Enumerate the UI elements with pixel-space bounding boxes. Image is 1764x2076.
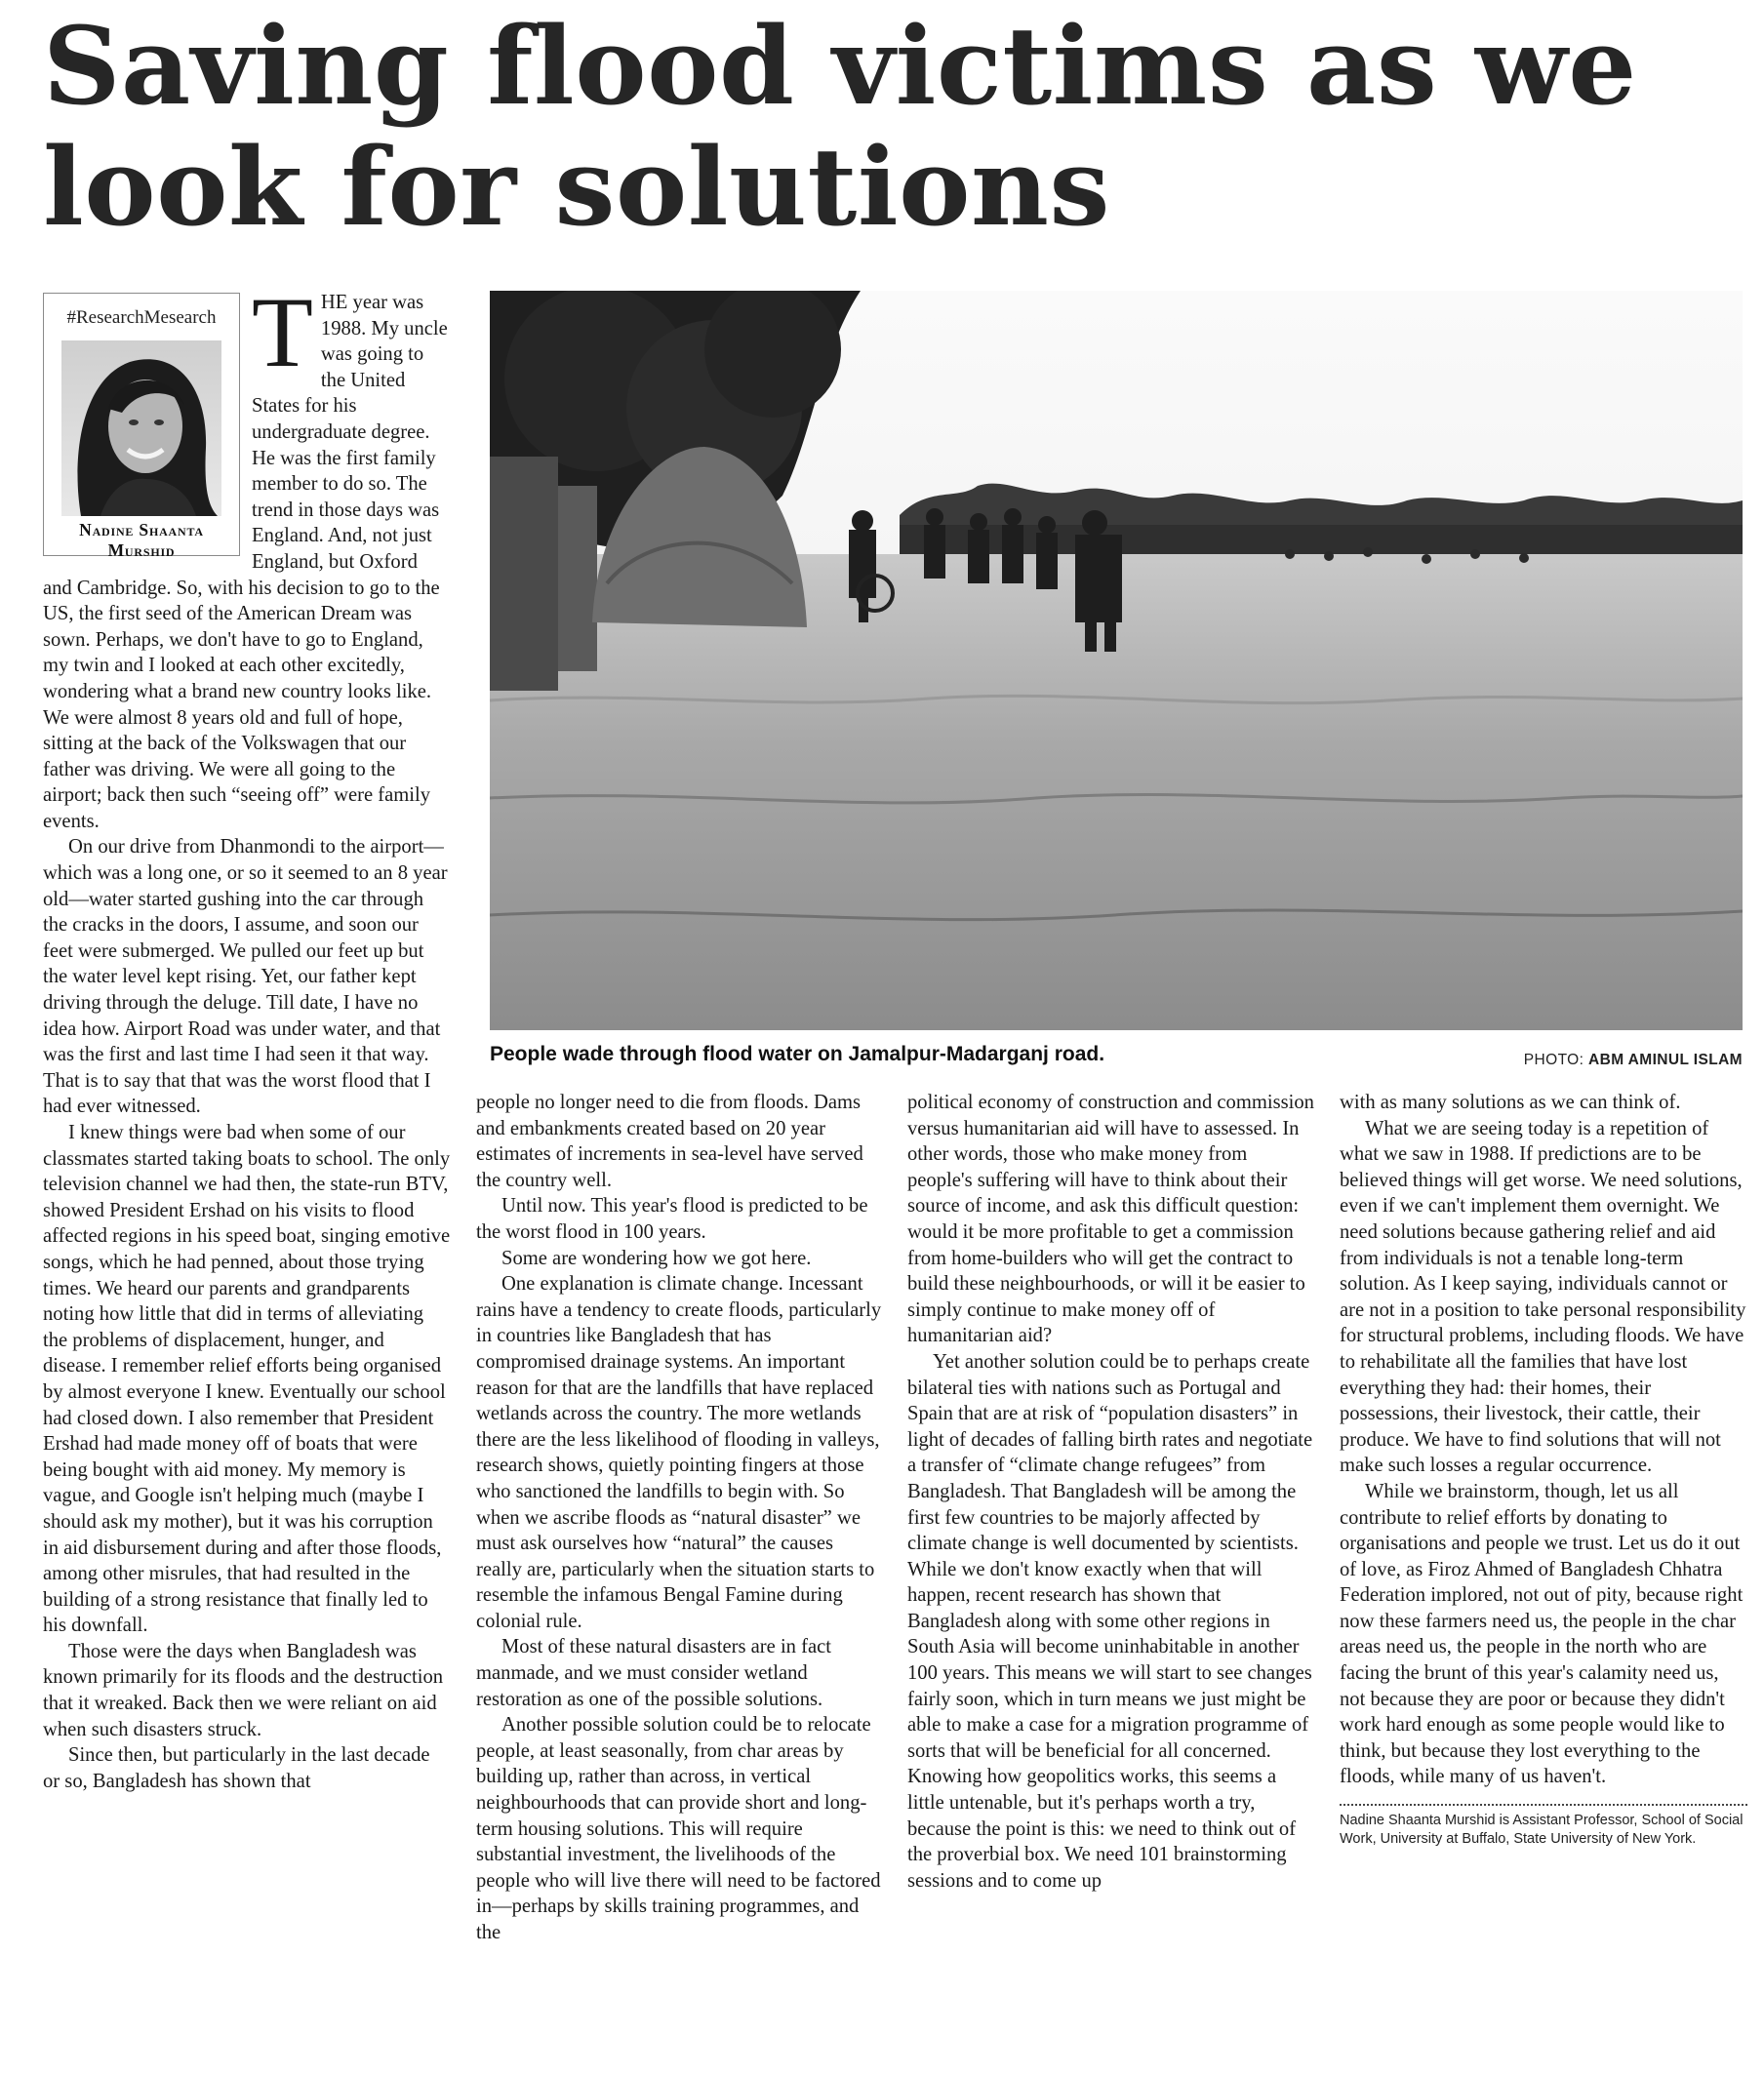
paragraph: Yet another solution could be to perhaps create bilateral ties with nations such as Portugal and Spain that are at risk of “population disasters” in light of decades of falling birth rates and negotiate a transfer of “climate change refugees” from Bangladesh. That Bangladesh will be among the first few countries to be majorly affected by climate change is well documented by scientists. While we don't know exactly when that will happen, recent research has shown that Bangladesh along with some other regions in South Asia will become uninhabitable in another 100 years. This means we will start to see changes fairly soon, which in turn means we just might be able to make a case for a migration programme of sorts that will be beneficial for all concerned. Knowing how geopolitics works, this seems a little untenable, but it's perhaps worth a try, because the point is this: we need to think out of the proverbial box. We need 101 brainstorming sessions and to come up: [907, 1350, 1313, 1892]
author-bio: Nadine Shaanta Murshid is Assistant Professor, School of Social Work, University at Buffalo, State University of New York.: [1340, 1813, 1744, 1847]
photo-credit-label: PHOTO:: [1523, 1052, 1584, 1068]
paragraph: with as many solutions as we can think of.: [1340, 1092, 1681, 1113]
paragraph: Since then, but particularly in the last decade or so, Bangladesh has shown that: [43, 1744, 430, 1792]
paragraph: Another possible solution could be to relocate people, at least seasonally, from char areas by building up, rather than across, in vertical neighbourhoods that can provide short and long-term housing solutions. This will require substantial investment, the livelihoods of the people who will live there will need to be factored in—perhaps by skills training programmes, and the: [476, 1714, 881, 1943]
author-name-line-1: Nadine Shaanta: [79, 519, 204, 539]
author-box: [43, 293, 240, 560]
paragraph: HE year was 1988. My uncle was going to the United States for his undergraduate degree. He was the first family member to do so. The trend in those days was England. And, not just England, but Oxford and Cambridge. So, with his decision to go to the US, the first seed of the American Dream was sown. Perhaps, we don't have to go to England, my twin and I looked at each other excitedly, wondering what a brand new country looks like. We were almost 8 years old and full of hope, sitting at the back of the Volkswagen that our father was driving. We were all going to the airport; back then such “seeing off” were family events.: [43, 292, 448, 832]
paragraph: Some are wondering how we got here.: [501, 1247, 812, 1269]
paragraph: While we brainstorm, though, let us all contribute to relief efforts by donating to organisations and people we trust. Let us do it out of love, as Firoz Ahmed of Bangladesh Chhatra Federation implored, not out of pity, because right now these farmers need us, the people in the char areas need us, the people in the north who are facing the brunt of this year's calamity need us, not because they are poor or because they didn't work hard enough as some people would like to think, but because they lost everything to the floods, while many of us haven't.: [1340, 1480, 1744, 1788]
photo-credit: [1524, 1052, 1743, 1069]
headline: Saving flood victims as we look for solutions: [43, 3, 1637, 250]
paragraph: What we are seeing today is a repetition of what we saw in 1988. If predictions are to be believed things will get worse. We need solutions, even if we can't implement them overnight. We need solutions because gathering relief and aid from individuals is not a tenable long-term solution. As I keep saying, individuals cannot or are not in a position to take personal responsibility for structural problems, including floods. We have to rehabilitate all the families that have lost everything they had: their homes, their possessions, their livestock, their cattle, their produce. We have to find solutions that will not make such losses a regular occurrence.: [1340, 1117, 1746, 1477]
paragraph: political economy of construction and commission versus humanitarian aid will have to assessed. In other words, those who make money from people's suffering will have to think about their source of income, and ask this difficult question: would it be more profitable to get a commission from home-builders who will get the contract to build these neighbourhoods, or will it be easier to simply continue to make money off of humanitarian aid?: [907, 1092, 1314, 1347]
author-name: [44, 520, 239, 561]
article-column-1: [43, 277, 451, 1794]
photo-credit-name: ABM AMINUL ISLAM: [1588, 1052, 1743, 1068]
paragraph: Until now. This year's flood is predicted to be the worst flood in 100 years.: [476, 1195, 868, 1243]
article-column-4: [1340, 1090, 1747, 1848]
column-tag: #ResearchMesearch: [66, 307, 217, 328]
paragraph: Most of these natural disasters are in fact manmade, and we must consider wetland restoration as one of the possible solutions.: [476, 1636, 831, 1710]
drop-cap: T: [252, 277, 313, 388]
paragraph: One explanation is climate change. Incessant rains have a tendency to create floods, particularly in countries like Bangladesh that has compromised drainage systems. An important reason for that are the landfills that have replaced wetlands across the country. The more wetlands there are the less likelihood of flooding in valleys, research shows, quietly pointing fingers at those who sanctioned the landfills to begin with. So when we ascribe floods as “natural disaster” we must ask ourselves how “natural” the causes really are, particularly when the situation starts to resemble the infamous Bengal Famine during colonial rule.: [476, 1273, 882, 1632]
author-portrait: [61, 340, 221, 516]
photo-caption: People wade through flood water on Jamalpur-Madarganj road.: [490, 1043, 1105, 1065]
paragraph: On our drive from Dhanmondi to the airport—which was a long one, or so it seemed to an 8 year old—water started gushing into the car through the cracks in the doors, I assume, and soon our feet were submerged. We pulled our feet up but the water level kept rising. Yet, our father kept driving through the deluge. Till date, I have no idea how. Airport Road was under water, and that was the first and last time I had seen it that way. That is to say that that was the worst flood that I had ever witnessed.: [43, 836, 448, 1118]
paragraph: people no longer need to die from floods. Dams and embankments created based on 20 year estimates of increments in sea-level have served the country well.: [476, 1092, 863, 1191]
article-column-3: [907, 1090, 1315, 1894]
author-name-line-2: Murshid: [107, 539, 176, 560]
bio-divider: [1340, 1804, 1747, 1806]
flood-photo: [490, 291, 1743, 1030]
paragraph: I knew things were bad when some of our classmates started taking boats to school. The only television channel we had then, the state-run BTV, showed President Ershad on his visits to flood affected regions in his speed boat, singing emotive songs, which he had penned, about those trying times. We heard our parents and grandparents noting how little that did in terms of alleviating the problems of displacement, hunger, and disease. I remember relief efforts being organised by almost everyone I knew. Eventually our school had closed down. I also remember that President Ershad had made money off of boats that were being bought with aid money. My memory is vague, and Google isn't helping much (maybe I should ask my mother), but it was his corruption in aid disbursement during and after those floods, among other misrules, that had resulted in the building of a strong resistance that finally led to his downfall.: [43, 1122, 451, 1637]
article-column-2: [476, 1090, 884, 1946]
paragraph: Those were the days when Bangladesh was known primarily for its floods and the destruction that it wreaked. Back then we were reliant on aid when such disasters struck.: [43, 1640, 444, 1740]
